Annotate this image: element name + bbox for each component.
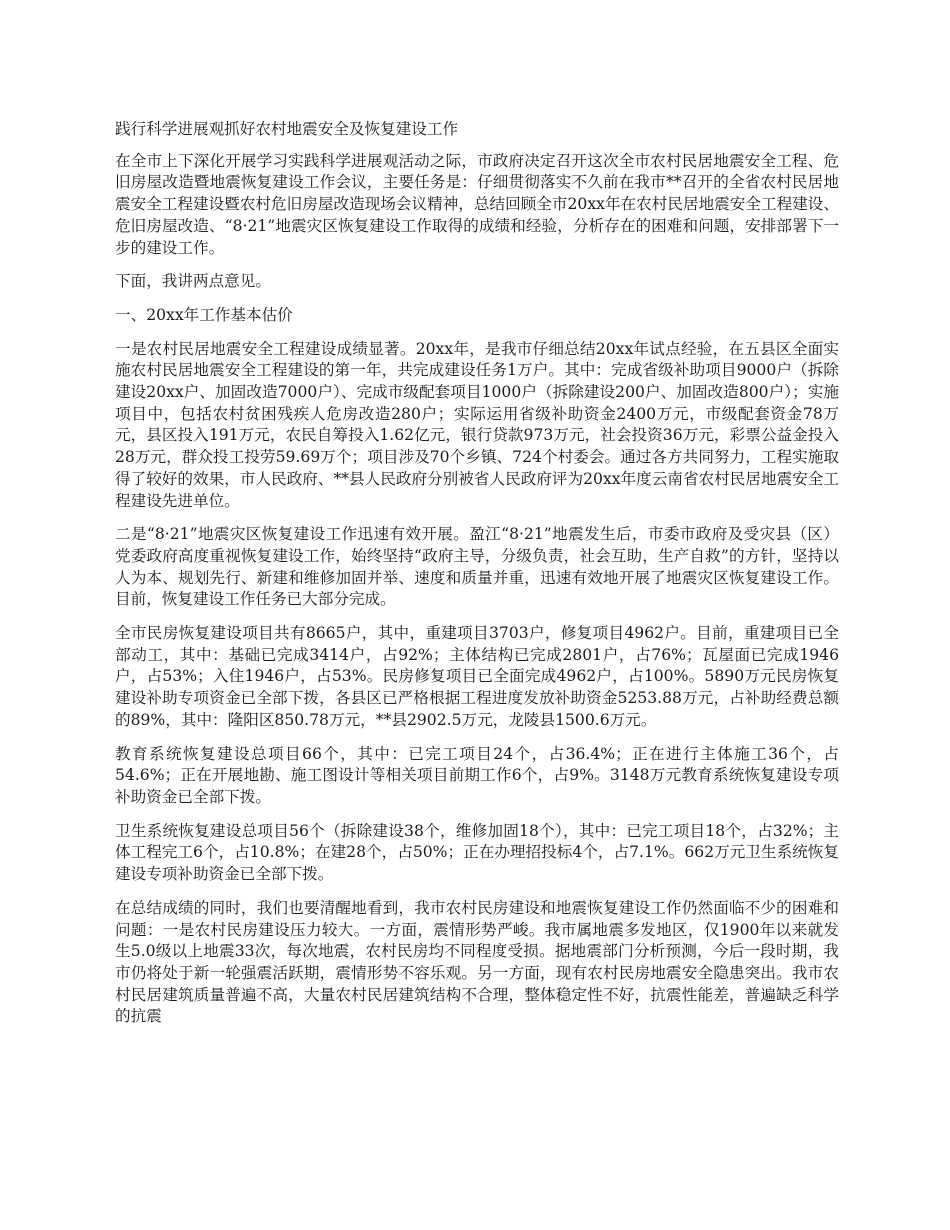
paragraph-health: 卫生系统恢复建设总项目56个（拆除建设38个，维修加固18个），其中：已完工项目18个，占32%；主体工程完工6个，占10.8%；在建28个，占50%；正在办理招投标4个，占7.1%。662万元卫生系统恢复建设专项补助资金已全部下拨。: [115, 821, 839, 884]
section-heading: 一、20xx年工作基本估价: [115, 305, 293, 324]
document-title: 践行科学进展观抓好农村地震安全及恢复建设工作: [115, 120, 459, 138]
paragraph-intro: 在全市上下深化开展学习实践科学进展观活动之际，市政府决定召开这次全市农村民居地震安全工程、危旧房屋改造暨地震恢复建设工作会议，主要任务是：仔细贯彻落实不久前在我市**召开的全省农村民居地震安全工程建设暨农村危旧房屋改造现场会议精神，总结回顾全市20xx年在农村民居地震安全工程建设、危旧房屋改造、“8·21”地震灾区恢复建设工作取得的成绩和经验，分析存在的困难和问题，安排部署下一步的建设工作。: [115, 151, 839, 257]
document-body: [115, 119, 839, 1040]
paragraph-difficulties: 在总结成绩的同时，我们也要清醒地看到，我市农村民房建设和地震恢复建设工作仍然面临不少的困难和问题：一是农村民房建设压力较大。一方面，震情形势严峻。我市属地震多发地区，仅1900年以来就发生5.0级以上地震33次，每次地震，农村民房均不同程度受损。据地震部门分析预测，今后一段时期，我市仍将处于新一轮强震活跃期，震情形势不容乐观。另一方面，现有农村民房地震安全隐患突出。我市农村民居建筑质量普遍不高，大量农村民居建筑结构不合理，整体稳定性不好，抗震性能差，普遍缺乏科学的抗震: [115, 898, 839, 1026]
paragraph-earthquake-safety: 一是农村民居地震安全工程建设成绩显著。20xx年，是我市仔细总结20xx年试点经验，在五县区全面实施农村民居地震安全工程建设的第一年，共完成建设任务1万户。其中：完成省级补助项目9000户（拆除建设20xx户、加固改造7000户）、完成市级配套项目1000户（拆除建设200户、加固改造800户）；实施项目中，包括农村贫困残疾人危房改造280户；实际运用省级补助资金2400万元，市级配套资金78万元，县区投入191万元，农民自筹投入1.62亿元，银行贷款973万元，社会投资36万元，彩票公益金投入28万元，群众投工投劳59.69万个；项目涉及70个乡镇、724个村委会。通过各方共同努力，工程实施取得了较好的效果，市人民政府、**县人民政府分别被省人民政府评为20xx年度云南省农村民居地震安全工程建设先进单位。: [115, 339, 839, 510]
paragraph-education: 教育系统恢复建设总项目66个，其中：已完工项目24个，占36.4%；正在进行主体施工36个，占54.6%；正在开展地勘、施工图设计等相关项目前期工作6个，占9%。3148万元教育系统恢复建设专项补助资金已全部下拨。: [115, 744, 839, 806]
paragraph-recovery: 二是“8·21”地震灾区恢复建设工作迅速有效开展。盈江“8·21”地震发生后，市委市政府及受灾县（区）党委政府高度重视恢复建设工作，始终坚持“政府主导，分级负责，社会互助，生产自救”的方针，坚持以人为本、规划先行、新建和维修加固并举、速度和质量并重，迅速有效地开展了地震灾区恢复建设工作。目前，恢复建设工作任务已大部分完成。: [115, 525, 839, 609]
paragraph-opinions: 下面，我讲两点意见。: [115, 272, 271, 291]
paragraph-housing: 全市民房恢复建设项目共有8665户，其中，重建项目3703户，修复项目4962户。目前，重建项目已全部动工，其中：基础已完成3414户，占92%；主体结构已完成2801户，占76%；瓦屋面已完成1946户，占53%；入住1946户，占53%。民房修复项目已全面完成4962户，占100%。5890万元民房恢复建设补助专项资金已全部下拨，各县区已严格根据工程进度发放补助资金5253.88万元，占补助经费总额的89%，其中：隆阳区850.78万元，**县2902.5万元，龙陵县1500.6万元。: [115, 624, 839, 729]
